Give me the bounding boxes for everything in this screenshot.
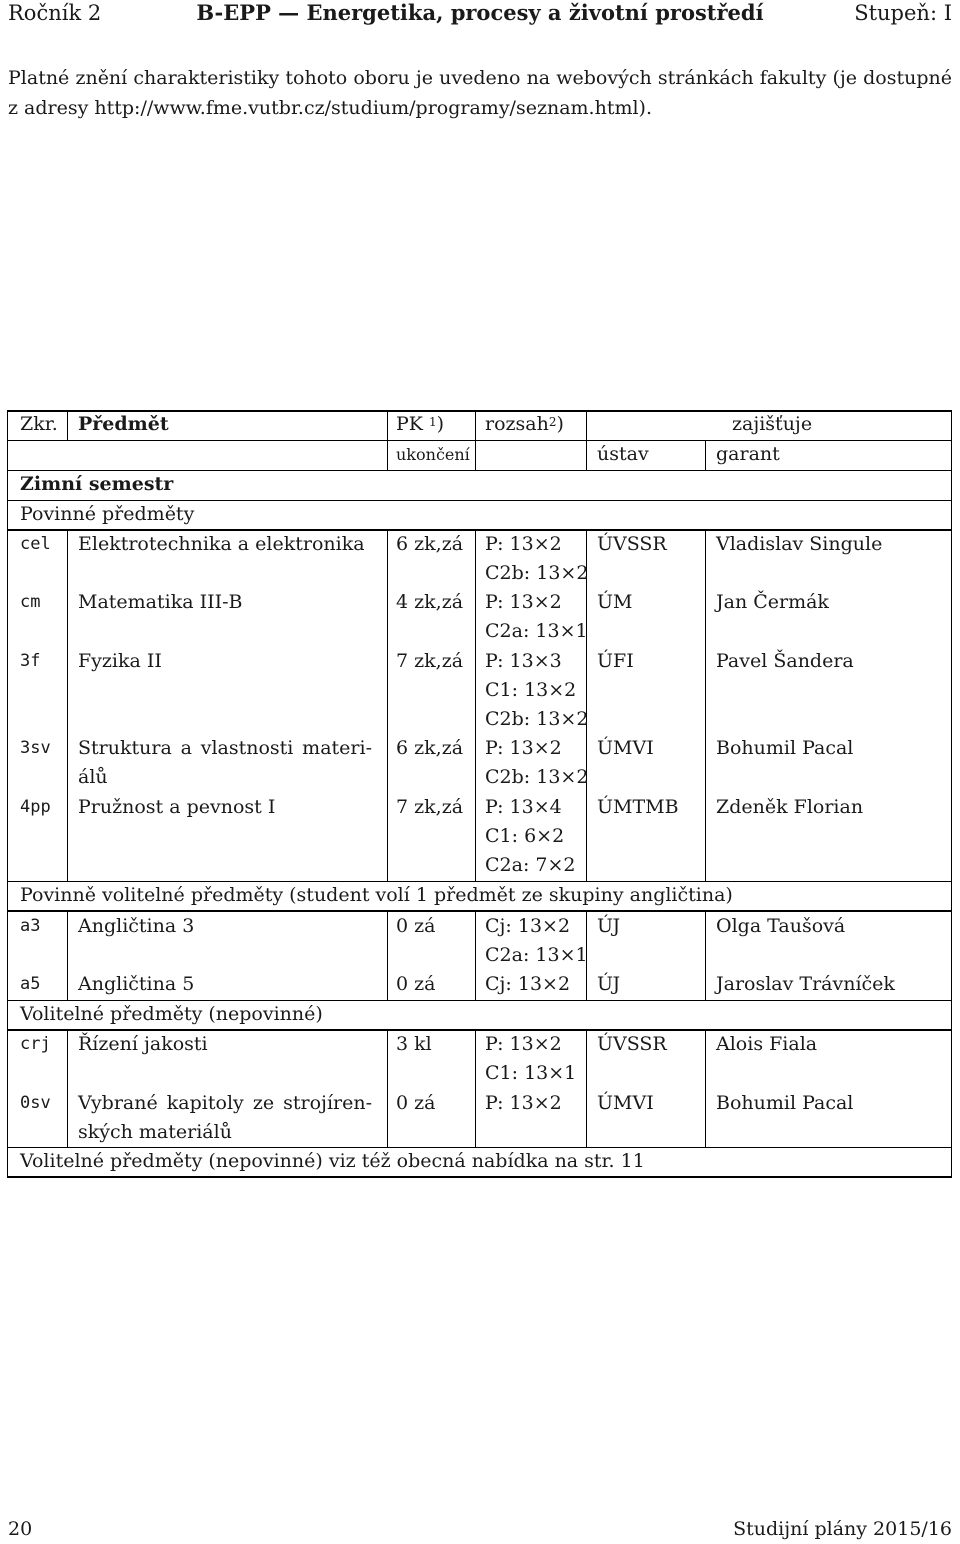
col-header-rozsah: rozsah$^2$): [485, 413, 564, 435]
table-rule: [705, 440, 706, 470]
course-name: Fyzika II: [78, 650, 162, 672]
course-institute: ÚFI: [597, 650, 634, 672]
footnote-ref-2: 2: [548, 415, 557, 429]
table-rule: [705, 1030, 706, 1147]
table-rule: [387, 1030, 388, 1147]
course-scope: P: 13×4: [485, 796, 562, 818]
course-code: a5: [20, 974, 41, 994]
intro-paragraph: [8, 63, 952, 123]
table-rule: [7, 440, 952, 441]
course-credits: 7 zk,zá: [396, 650, 464, 672]
course-guarantor: Bohumil Pacal: [716, 737, 854, 759]
course-institute: ÚJ: [597, 915, 621, 937]
col-header-pk: PK $^1$): [396, 413, 445, 435]
course-code: cel: [20, 534, 51, 554]
course-scope: P: 13×2: [485, 737, 562, 759]
course-scope: C2b: 13×2: [485, 766, 589, 788]
page-header: [8, 0, 952, 28]
section-elective: Povinně volitelné předměty (student volí 1 předmět ze skupiny angličtina): [20, 884, 733, 906]
col-header-garant: garant: [716, 443, 780, 465]
course-code: 4pp: [20, 797, 51, 817]
course-scope: P: 13×2: [485, 533, 562, 555]
course-guarantor: Bohumil Pacal: [716, 1092, 854, 1114]
col-header-zajistuje: zajišťuje: [732, 413, 813, 435]
course-scope: C2b: 13×2: [485, 708, 589, 730]
table-rule: [705, 530, 706, 881]
course-guarantor: Vladislav Singule: [716, 533, 883, 555]
course-institute: ÚMVI: [597, 737, 654, 759]
course-code: 3f: [20, 651, 41, 671]
intro-line-1: Platné znění charakteristiky tohoto oboru je uvedeno na webových stránkách fakulty (je dostupné: [8, 67, 952, 89]
course-name: Matematika III-B: [78, 591, 243, 613]
course-scope: P: 13×3: [485, 650, 562, 672]
table-rule: [67, 1030, 68, 1147]
course-scope: P: 13×2: [485, 591, 562, 613]
table-rule: [475, 410, 476, 470]
course-scope: C2b: 13×2: [485, 562, 589, 584]
course-guarantor: Olga Taušová: [716, 915, 846, 937]
course-credits: 0 zá: [396, 973, 436, 995]
table-rule: [7, 1176, 952, 1178]
course-code: cm: [20, 592, 41, 612]
course-scope: Cj: 13×2: [485, 973, 571, 995]
section-mandatory: Povinné předměty: [20, 503, 195, 525]
section-winter-semester: Zimní semestr: [20, 473, 174, 495]
course-institute: ÚMTMB: [597, 796, 679, 818]
study-plan-table: [7, 410, 952, 1178]
course-credits: 3 kl: [396, 1033, 432, 1055]
course-scope: C1: 13×2: [485, 679, 577, 701]
col-header-predmet: Předmět: [78, 413, 169, 435]
course-code: 3sv: [20, 738, 51, 758]
intro-line-2: z adresy http://www.fme.vutbr.cz/studium/programy/seznam.html).: [8, 97, 652, 119]
course-credits: 6 zk,zá: [396, 737, 464, 759]
course-name: Řízení jakosti: [78, 1033, 208, 1055]
course-credits: 0 zá: [396, 915, 436, 937]
header-program-title: B-EPP — Energetika, procesy a životní prostředí: [196, 0, 764, 25]
course-scope: P: 13×2: [485, 1033, 562, 1055]
col-header-zkr: Zkr.: [20, 413, 58, 435]
table-rule: [387, 410, 388, 470]
table-rule: [586, 410, 587, 470]
course-name: Elektrotechnika a elektronika: [78, 533, 365, 555]
table-rule: [475, 911, 476, 1000]
course-scope: P: 13×2: [485, 1092, 562, 1114]
course-scope: C2a: 7×2: [485, 854, 576, 876]
course-code: a3: [20, 916, 41, 936]
col-header-ustav: ústav: [597, 443, 649, 465]
section-optional-note: Volitelné předměty (nepovinné) viz též obecná nabídka na str. 11: [20, 1150, 645, 1172]
course-name: Angličtina 3: [78, 915, 195, 937]
course-institute: ÚVSSR: [597, 533, 667, 555]
table-rule: [705, 911, 706, 1000]
course-name: Angličtina 5: [78, 973, 195, 995]
table-rule: [387, 911, 388, 1000]
course-institute: ÚMVI: [597, 1092, 654, 1114]
table-rule: [67, 530, 68, 881]
section-optional: Volitelné předměty (nepovinné): [20, 1003, 323, 1025]
course-code: crj: [20, 1034, 51, 1054]
table-rule: [67, 410, 68, 440]
course-credits: 4 zk,zá: [396, 591, 464, 613]
table-rule: [586, 1030, 587, 1147]
footnote-ref-1: 1: [429, 415, 437, 429]
course-scope: C2a: 13×1: [485, 944, 588, 966]
course-guarantor: Alois Fiala: [716, 1033, 818, 1055]
header-year: Ročník 2: [8, 1, 102, 25]
table-rule: [67, 911, 68, 1000]
table-rule: [387, 530, 388, 881]
course-code: 0sv: [20, 1093, 51, 1113]
course-guarantor: Zdeněk Florian: [716, 796, 864, 818]
course-credits: 7 zk,zá: [396, 796, 464, 818]
course-scope: C2a: 13×1: [485, 620, 588, 642]
course-institute: ÚJ: [597, 973, 621, 995]
course-credits: 6 zk,zá: [396, 533, 464, 555]
table-border: [7, 410, 8, 1178]
table-border: [951, 410, 952, 1178]
page-number: 20: [8, 1518, 33, 1540]
course-guarantor: Jaroslav Trávníček: [716, 973, 895, 995]
course-credits: 0 zá: [396, 1092, 436, 1114]
course-guarantor: Jan Čermák: [716, 591, 829, 613]
course-institute: ÚM: [597, 591, 633, 613]
course-institute: ÚVSSR: [597, 1033, 667, 1055]
course-scope: Cj: 13×2: [485, 915, 571, 937]
course-scope: C1: 6×2: [485, 825, 565, 847]
course-scope: C1: 13×1: [485, 1062, 577, 1084]
table-rule: [475, 1030, 476, 1147]
table-rule: [475, 530, 476, 881]
course-name: Pružnost a pevnost I: [78, 796, 276, 818]
header-degree: Stupeň: I: [854, 1, 952, 25]
col-header-ukonceni: ukončení: [396, 445, 470, 464]
footer-title: Studijní plány 2015/16: [733, 1518, 952, 1540]
course-name: Struktura a vlastnosti materi- álů: [78, 737, 372, 788]
course-name: Vybrané kapitoly ze strojíren- ských materiálů: [78, 1092, 372, 1143]
course-guarantor: Pavel Šandera: [716, 650, 854, 672]
